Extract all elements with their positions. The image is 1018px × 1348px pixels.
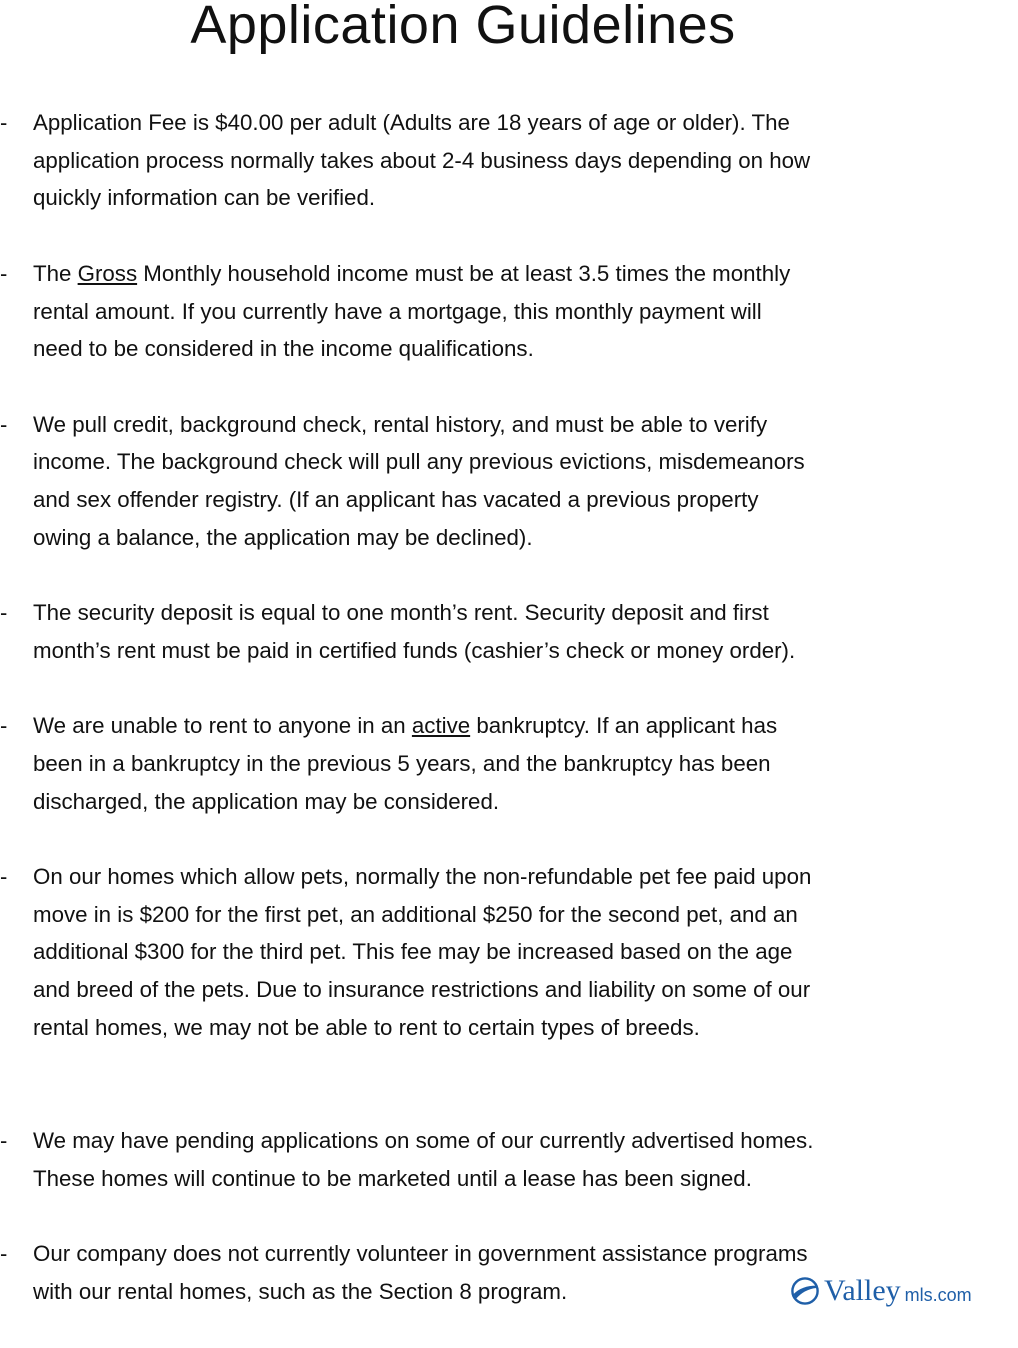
bullet-dash: - xyxy=(0,863,8,889)
guideline-line: additional $300 for the third pet. This fee may be increased based on the age xyxy=(33,939,793,965)
guideline-line: rental amount. If you currently have a mortgage, this monthly payment will xyxy=(33,298,762,324)
guideline-line: Our company does not currently volunteer in government assistance programs xyxy=(33,1240,808,1266)
guideline-line xyxy=(33,707,1018,745)
page-title: Application Guidelines xyxy=(190,0,736,55)
guideline-line: We may have pending applications on some of our currently advertised homes. xyxy=(33,1127,814,1153)
guideline-line: These homes will continue to be marketed until a lease has been signed. xyxy=(33,1165,752,1191)
guideline-line: application process normally takes about 2-4 business days depending on how xyxy=(33,147,811,173)
guideline-line: discharged, the application may be considered. xyxy=(33,788,500,814)
guideline-line: income. The background check will pull any previous evictions, misdemeanors xyxy=(33,449,805,475)
underlined-text: Gross xyxy=(77,260,138,286)
guideline-line: been in a bankruptcy in the previous 5 years, and the bankruptcy has been xyxy=(33,750,771,776)
guideline-line: with our rental homes, such as the Section 8 program. xyxy=(33,1278,568,1304)
text-segment: Monthly household income must be at least 3.5 times the monthly xyxy=(137,260,791,286)
guideline-line: quickly information can be verified. xyxy=(33,185,376,211)
guideline-item xyxy=(0,104,1018,217)
guideline-line: month’s rent must be paid in certified funds (cashier’s check or money order). xyxy=(33,637,796,663)
guidelines-list xyxy=(0,104,1018,1348)
bullet-dash: - xyxy=(0,713,8,739)
guideline-item xyxy=(0,594,1018,669)
bullet-dash: - xyxy=(0,1240,8,1266)
watermark-brand: Valley xyxy=(824,1274,901,1307)
text-segment: We are unable to rent to anyone in an xyxy=(33,713,412,739)
guideline-line: We pull credit, background check, rental history, and must be able to verify xyxy=(33,411,768,437)
bullet-dash: - xyxy=(0,600,8,626)
guideline-line: and sex offender registry. (If an applicant has vacated a previous property xyxy=(33,487,759,512)
guideline-line: rental homes, we may not be able to rent to certain types of breeds. xyxy=(33,1014,700,1040)
guideline-line: need to be considered in the income qualifications. xyxy=(33,336,534,362)
bullet-dash: - xyxy=(0,411,8,437)
bullet-dash: - xyxy=(0,1127,8,1153)
guideline-line: The security deposit is equal to one month’s rent. Security deposit and first xyxy=(33,600,769,626)
watermark-suffix: mls.com xyxy=(904,1285,972,1305)
watermark-logo xyxy=(790,1274,972,1306)
text-segment: bankruptcy. If an applicant has xyxy=(470,713,778,739)
bullet-dash: - xyxy=(0,110,8,135)
logo-swoosh-icon xyxy=(790,1276,820,1306)
guideline-item xyxy=(0,1122,1018,1197)
bullet-dash: - xyxy=(0,260,8,286)
guideline-line: On our homes which allow pets, normally the non-refundable pet fee paid upon xyxy=(33,863,812,889)
guideline-line xyxy=(33,255,1018,293)
text-segment: The xyxy=(33,260,78,286)
underlined-text: active xyxy=(411,713,471,739)
guideline-item xyxy=(0,255,1018,368)
guideline-line: move in is $200 for the first pet, an additional $250 for the second pet, and an xyxy=(33,901,798,927)
guideline-line: Application Fee is $40.00 per adult (Adults are 18 years of age or older). The xyxy=(33,110,790,135)
guideline-line: and breed of the pets. Due to insurance restrictions and liability on some of our xyxy=(33,977,811,1003)
guideline-item xyxy=(0,707,1018,820)
guideline-line: owing a balance, the application may be declined). xyxy=(33,524,533,550)
guideline-item xyxy=(0,858,1018,1047)
guideline-item xyxy=(0,406,1018,557)
